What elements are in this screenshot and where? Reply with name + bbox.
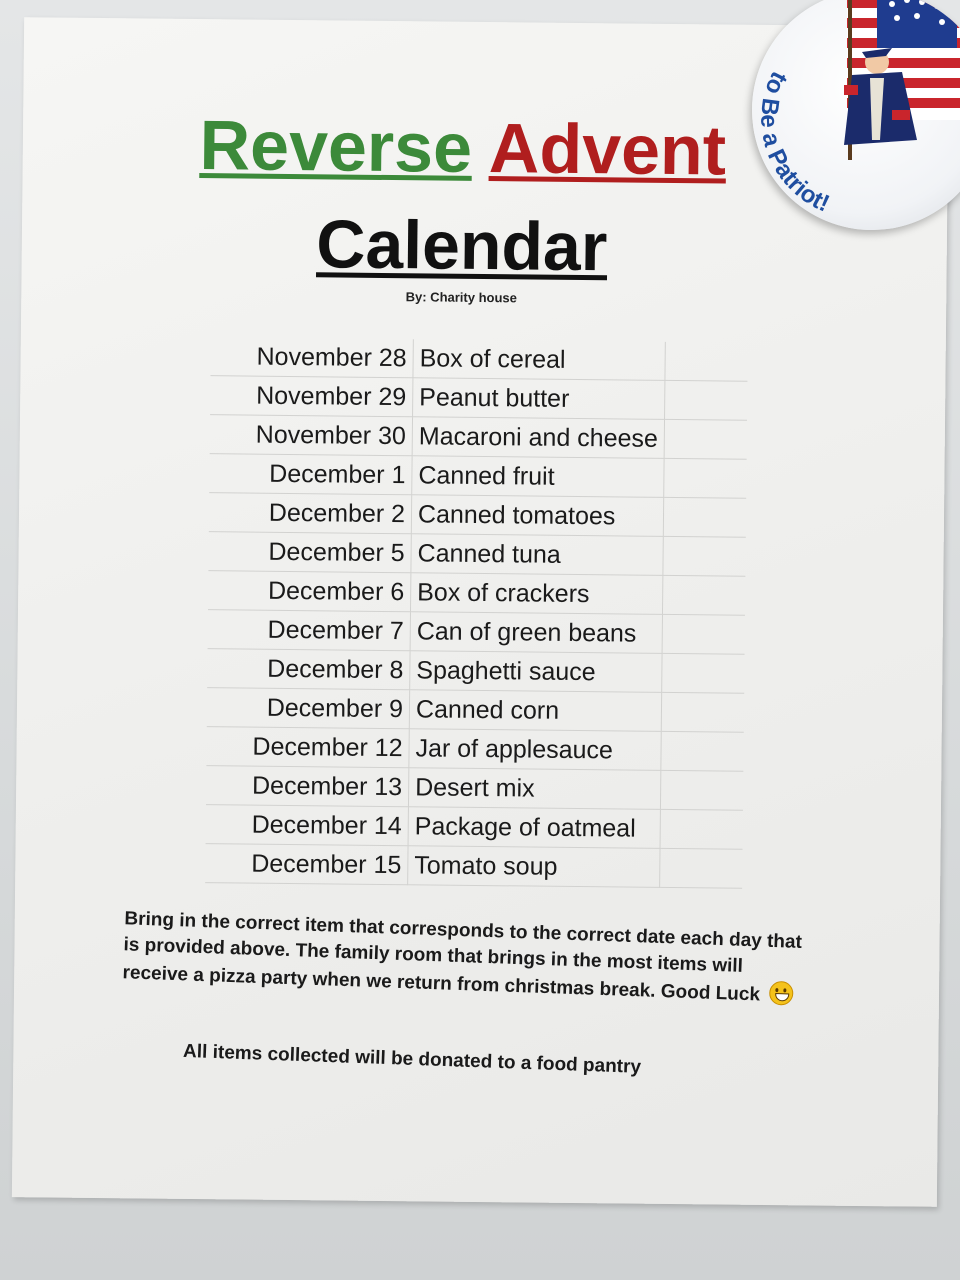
schedule-empty-cell — [665, 342, 748, 381]
schedule-item: Box of cereal — [413, 339, 665, 380]
schedule-empty-cell — [660, 770, 743, 810]
patriot-flag-icon — [752, 0, 960, 230]
pin-slogan: to Be a Patriot! — [755, 67, 834, 218]
schedule-row — [205, 844, 742, 889]
schedule-row — [208, 532, 745, 577]
schedule-date: December 15 — [205, 844, 408, 885]
schedule-item: Spaghetti sauce — [410, 651, 662, 693]
schedule-table — [205, 337, 748, 889]
svg-text:to Be a Patriot! — [755, 67, 833, 217]
instructions-paragraph — [122, 906, 804, 1010]
schedule-date: December 2 — [209, 493, 412, 534]
schedule-row — [210, 415, 747, 460]
schedule-item: Tomato soup — [408, 846, 660, 888]
schedule-date: December 8 — [207, 649, 410, 690]
byline: By: Charity house — [405, 289, 517, 306]
schedule-row — [206, 766, 743, 811]
schedule-item: Macaroni and cheese — [412, 417, 664, 459]
instructions-text: Bring in the correct item that corresponds to the correct date each day that is provided above. The family room that brings in the most items will receive a pizza party when we return from christmas break. Good Luck — [122, 908, 803, 1006]
schedule-row — [208, 610, 745, 655]
schedule-empty-cell — [662, 653, 745, 693]
schedule-date: December 1 — [209, 454, 412, 495]
schedule-date: December 9 — [207, 688, 410, 729]
schedule-empty-cell — [662, 614, 745, 654]
patriot-pin-button — [752, 0, 960, 230]
schedule-empty-cell — [660, 809, 743, 849]
schedule-empty-cell — [660, 848, 743, 888]
schedule-row — [210, 337, 747, 381]
schedule-empty-cell — [663, 497, 746, 537]
smiley-emoji-icon — [769, 981, 794, 1006]
schedule-item: Desert mix — [408, 768, 660, 810]
schedule-row — [207, 649, 744, 694]
schedule-empty-cell — [664, 419, 747, 459]
schedule-row — [209, 493, 746, 538]
schedule-empty-cell — [663, 575, 746, 615]
schedule-item: Canned tomatoes — [411, 495, 663, 537]
schedule-date: December 12 — [206, 727, 409, 768]
schedule-row — [206, 805, 743, 850]
schedule-date: November 30 — [210, 415, 413, 456]
schedule-item: Package of oatmeal — [408, 807, 660, 849]
schedule-row — [206, 727, 743, 772]
schedule-row — [208, 571, 745, 616]
donation-note: All items collected will be donated to a food pantry — [182, 1040, 642, 1078]
schedule-item: Box of crackers — [410, 573, 662, 615]
schedule-date: December 5 — [208, 532, 411, 573]
title-word-reverse: Reverse — [199, 106, 473, 187]
schedule-empty-cell — [664, 458, 747, 498]
schedule-empty-cell — [661, 692, 744, 732]
schedule-empty-cell — [663, 536, 746, 576]
schedule-date: December 6 — [208, 571, 411, 612]
schedule-date: December 13 — [206, 766, 409, 807]
schedule-row — [207, 688, 744, 733]
schedule-item: Canned fruit — [412, 456, 664, 498]
schedule-empty-cell — [665, 380, 748, 420]
schedule-row — [210, 376, 747, 421]
schedule-empty-cell — [661, 731, 744, 771]
schedule-item: Jar of applesauce — [409, 729, 661, 771]
title-line-2: Calendar — [315, 206, 608, 286]
schedule-row — [209, 454, 746, 499]
schedule-item: Canned tuna — [411, 534, 663, 576]
schedule-date: December 14 — [206, 805, 409, 846]
schedule-date: November 28 — [210, 337, 413, 378]
schedule-item: Peanut butter — [413, 378, 665, 420]
title-word-advent: Advent — [488, 109, 727, 190]
schedule-date: November 29 — [210, 376, 413, 417]
schedule-date: December 7 — [208, 610, 411, 651]
schedule-item: Canned corn — [409, 690, 661, 732]
schedule-item: Can of green beans — [410, 612, 662, 654]
